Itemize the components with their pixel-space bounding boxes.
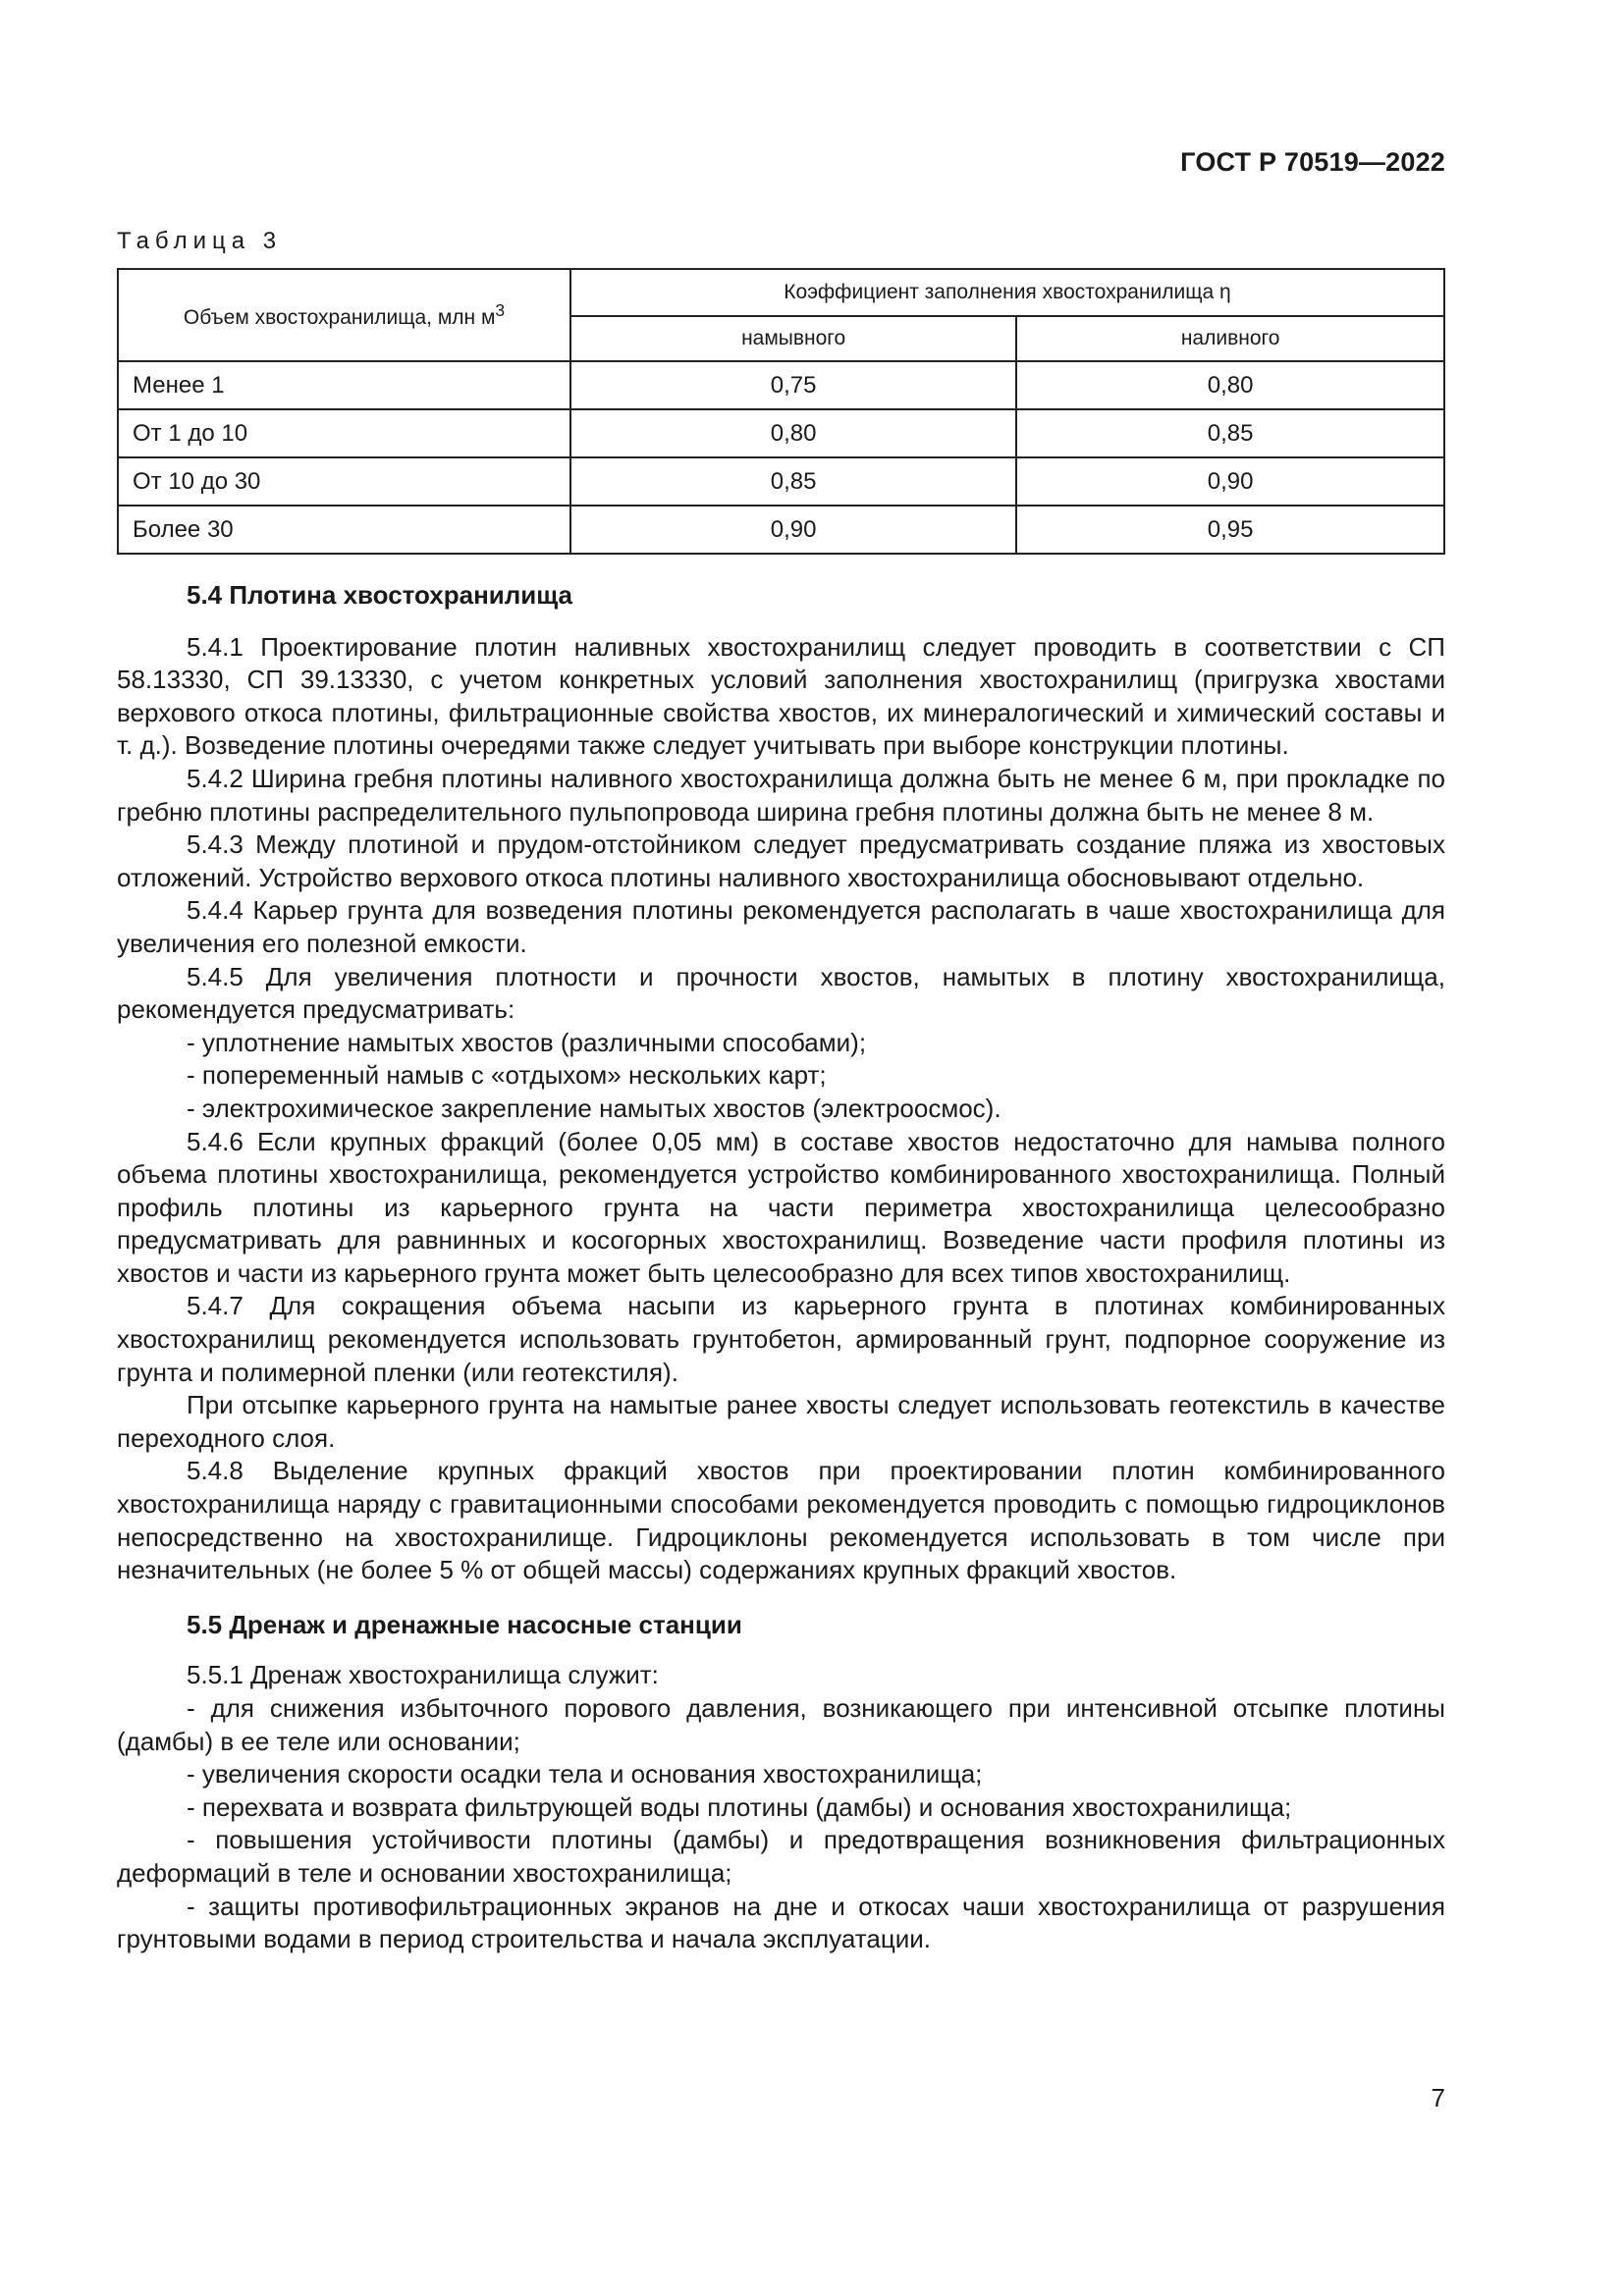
paragraph-5-4-7: 5.4.7 Для сокращения объема насыпи из карьерного грунта в плотинах комбинированных хвостохранилищ рекомендуется использовать грунтобетон, армированный грунт, подпорное сооружение из грунта и полимерной пленки (или геотекстиля). xyxy=(117,1291,1445,1387)
paragraph-5-5-1: 5.5.1 Дренаж хвостохранилища служит: xyxy=(187,1660,659,1690)
list-item: - перехвата и возврата фильтрующей воды плотины (дамбы) и основания хвостохранилища; xyxy=(187,1791,1292,1822)
paragraph-5-4-1: 5.4.1 Проектирование плотин наливных хвостохранилищ следует проводить в соответствии с СП 58.13330, СП 39.13330, с учетом конкретных условий заполнения хвостохранилищ (пригрузка хвостами верхового откоса плотины, фильтрационные свойства хвостов, их минералогический и химический составы и т. д.). Возведение плотины очередями также следует учитывать при выборе конструкции плотины. xyxy=(117,631,1445,761)
cell-namyv: 0,80 xyxy=(570,409,1016,457)
list-item: - электрохимическое закрепление намытых хвостов (электроосмос). xyxy=(187,1093,1001,1123)
list-item: - повышения устойчивости плотины (дамбы) и предотвращения возникновения фильтрационных деформаций в теле и основании хвостохранилища; xyxy=(117,1825,1445,1888)
list-item: - попеременный намыв с «отдыхом» нескольких карт; xyxy=(187,1060,827,1091)
paragraph-5-4-4: 5.4.4 Карьер грунта для возведения плотины рекомендуется располагать в чаше хвостохранилища для увеличения его полезной емкости. xyxy=(117,895,1445,958)
paragraph-5-4-6: 5.4.6 Если крупных фракций (более 0,05 мм) в составе хвостов недостаточно для намыва полного объема плотины хвостохранилища, рекомендуется устройство комбинированного хвостохранилища. Полный профиль плотины из карьерного грунта на части периметра хвостохранилища целесообразно предусматривать для равнинных и косогорных хвостохранилищ. Возведение части профиля плотины из хвостов и части из карьерного грунта может быть целесообразно для всех типов хвостохранилищ. xyxy=(117,1126,1445,1288)
table-row xyxy=(118,361,1444,409)
paragraph-5-4-8: 5.4.8 Выделение крупных фракций хвостов при проектировании плотин комбинированного хвостохранилища наряду с гравитационными способами рекомендуется проводить с помощью гидроциклонов непосредственно на хвостохранилище. Гидроциклоны рекомендуется использовать в том числе при незначительных (не более 5 % от общей массы) содержаниях крупных фракций хвостов. xyxy=(117,1456,1445,1585)
fill-coefficient-table xyxy=(117,268,1445,555)
section-title-5-4: 5.4 Плотина хвостохранилища xyxy=(187,580,572,610)
cell-volume: От 1 до 10 xyxy=(118,409,570,457)
cell-naliv: 0,90 xyxy=(1016,457,1444,506)
list-item: - защиты противофильтрационных экранов на дне и откосах чаши хвостохранилища от разрушения грунтовыми водами в период строительства и начала эксплуатации. xyxy=(117,1891,1445,1954)
list-item: - увеличения скорости осадки тела и основания хвостохранилища; xyxy=(187,1759,983,1789)
cell-volume: Более 30 xyxy=(118,506,570,554)
page-number: 7 xyxy=(1431,2083,1445,2112)
paragraph-5-4-5: 5.4.5 Для увеличения плотности и прочности хвостов, намытых в плотину хвостохранилища, рекомендуется предусматривать: xyxy=(117,961,1445,1025)
table-row xyxy=(118,409,1444,457)
list-item: - для снижения избыточного порового давления, возникающего при интенсивной отсыпке плотины (дамбы) в ее теле или основании; xyxy=(117,1693,1445,1756)
standard-code: ГОСТ Р 70519—2022 xyxy=(1180,147,1445,177)
section-title-5-5: 5.5 Дренаж и дренажные насосные станции xyxy=(187,1609,742,1639)
paragraph-5-4-2: 5.4.2 Ширина гребня плотины наливного хвостохранилища должна быть не менее 6 м, при прокладке по гребню плотины распределительного пульпопровода ширина гребня плотины должна быть не менее 8 м. xyxy=(117,763,1445,827)
cell-namyv: 0,90 xyxy=(570,506,1016,554)
table-row xyxy=(118,457,1444,506)
paragraph-5-4-3: 5.4.3 Между плотиной и прудом-отстойником следует предусматривать создание пляжа из хвостовых отложений. Устройство верхового откоса плотины наливного хвостохранилища обосновывают отдельно. xyxy=(117,829,1445,892)
header-namyv: намывного xyxy=(570,316,1016,361)
header-naliv: наливного xyxy=(1016,316,1444,361)
list-item: - уплотнение намытых хвостов (различными способами); xyxy=(187,1027,867,1057)
cell-volume: Менее 1 xyxy=(118,361,570,409)
table-row xyxy=(118,506,1444,554)
cell-volume: От 10 до 30 xyxy=(118,457,570,506)
document-body xyxy=(117,579,1445,1956)
cell-namyv: 0,75 xyxy=(570,361,1016,409)
paragraph-5-4-7-geotextile: При отсыпке карьерного грунта на намытые ранее хвосты следует использовать геотекстиль в качестве переходного слоя. xyxy=(117,1390,1445,1453)
cell-naliv: 0,80 xyxy=(1016,361,1444,409)
header-coefficient: Коэффициент заполнения хвостохранилища η xyxy=(570,269,1444,316)
header-volume: Объем хвостохранилища, млн $м^3$ xyxy=(118,269,570,361)
cell-namyv: 0,85 xyxy=(570,457,1016,506)
cell-naliv: 0,95 xyxy=(1016,506,1444,554)
cell-naliv: 0,85 xyxy=(1016,409,1444,457)
table-label: Таблица 3 xyxy=(117,228,283,254)
